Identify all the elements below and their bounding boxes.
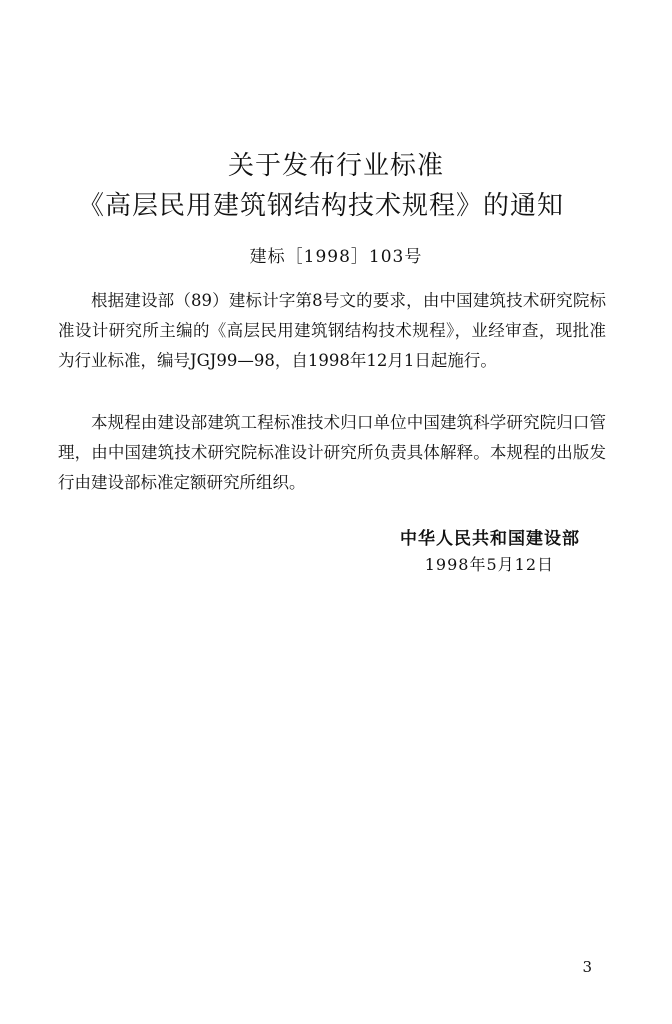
signature-organization: 中华人民共和国建设部 [400, 529, 580, 549]
body-paragraph-2 [58, 408, 606, 498]
signature-date: 1998年5月12日 [424, 555, 554, 574]
title-line-1: 关于发布行业标准 [227, 151, 444, 181]
page-number: 3 [582, 958, 592, 976]
title-line-2: 《高层民用建筑钢结构技术规程》的通知 [77, 191, 564, 221]
body-paragraph-1 [58, 286, 606, 376]
document-number: 建标［1998］103号 [249, 247, 423, 267]
paragraph-text: 本规程由建设部建筑工程标准技术归口单位中国建筑科学研究院归口管理，由中国建筑技术研究院标准设计研究所负责具体解释。本规程的出版发行由建设部标准定额研究所组织。 [58, 413, 606, 492]
paragraph-text: 根据建设部（89）建标计字第8号文的要求，由中国建筑技术研究院标准设计研究所主编的《高层民用建筑钢结构技术规程》，业经审查，现批准为行业标准，编号JGJ99—98，自1998年12月1日起施行。 [58, 291, 606, 370]
notice-title [0, 146, 672, 226]
